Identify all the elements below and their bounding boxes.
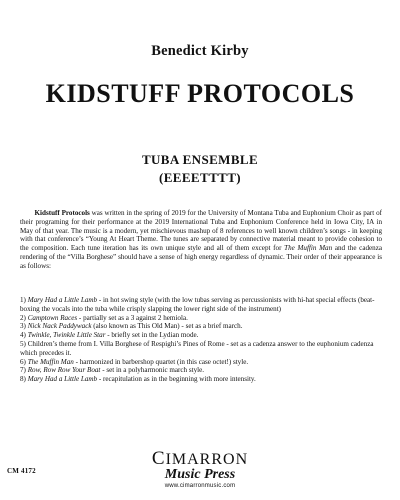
tune-list-item xyxy=(20,322,382,331)
tune-title: Mary Had a Little Lamb xyxy=(27,296,98,304)
program-notes xyxy=(20,209,382,271)
tune-number: 2) xyxy=(20,313,28,322)
publisher-url: www.cimarronmusic.com xyxy=(164,483,236,489)
tune-title: Mary Had a Little Lamb xyxy=(27,375,98,384)
tune-title: The Muffin Man xyxy=(27,357,74,366)
tune-list-item xyxy=(20,358,382,367)
ensemble-name: TUBA ENSEMBLE xyxy=(141,152,259,167)
tune-description: Children’s theme from I. Villa Borghese of Respighi’s Pines of Rome - set as a cadenza answer to the euphonium cadenza which precedes it. xyxy=(20,339,374,357)
tune-list-item xyxy=(20,366,382,375)
tune-number: 6) xyxy=(20,357,28,366)
tune-list xyxy=(20,296,382,384)
publisher-name-rest: IMARRON xyxy=(165,451,249,468)
tune-number: 8) xyxy=(20,375,28,384)
tune-list-item xyxy=(20,296,382,314)
tune-description: - briefly set in the Lydian mode. xyxy=(105,331,199,340)
ensemble-voicing: (EEEETTTT) xyxy=(158,170,242,185)
tune-description: (also known as This Old Man) - set as a brief march. xyxy=(91,322,243,331)
composer-name: Benedict Kirby xyxy=(151,43,249,59)
tune-description: - in hot swing style (with the low tubas serving as percussionists with hi-hat special effects (beat-boxing the vocals into the tuba while crisply slapping the lower right side of the instrument) xyxy=(20,296,375,313)
tune-list-item xyxy=(20,314,382,323)
publisher-press: Music Press xyxy=(164,467,236,482)
tune-number: 4) xyxy=(20,331,28,340)
tune-number: 1) xyxy=(20,296,28,304)
publisher-name xyxy=(0,448,400,469)
program-notes-italic-1: The Muffin Man xyxy=(284,244,333,253)
tune-description: - harmonized in barbershop quartet (in this case octet!) style. xyxy=(73,357,249,366)
program-notes-text-2: and the cadenza rendering of the “Villa Borghese” should have a sense of high energy regardless of dynamic. Their order of their appearance is as follows: xyxy=(20,244,383,270)
publisher-name-initial: C xyxy=(151,448,166,469)
publisher-logo xyxy=(0,448,400,490)
catalog-number: CM 4172 xyxy=(7,467,36,475)
tune-number: 5) xyxy=(20,339,28,348)
piece-title: KIDSTUFF PROTOCOLS xyxy=(45,79,355,108)
tune-title: Camptown Races xyxy=(27,313,78,322)
tune-number: 7) xyxy=(20,366,28,375)
tune-description: - set in a polyharmonic march style. xyxy=(100,366,205,375)
tune-list-item xyxy=(20,375,382,384)
tune-number: 3) xyxy=(20,322,28,331)
tune-title: Nick Nack Paddywack xyxy=(27,322,92,331)
tune-title: Row, Row Row Your Boat xyxy=(27,366,101,375)
tune-description: - partially set as a 3 against 2 hemiola. xyxy=(77,313,188,322)
tune-description: - recapitulation as in the beginning with more intensity. xyxy=(97,375,256,384)
program-notes-text-1: was written in the spring of 2019 for the University of Montana Tuba and Euphonium Choir as part of their programing for their performance at the 2019 International Tuba and Euphonium Conference held in Iowa City, IA in May of that year. The music is a modern, yet mischievous mashup of 8 references to well known children’s songs - in keeping with that conference’s “Young At Heart Theme. The tunes are separated by connective material meant to provide cohesion to the composition. Each tune iteration has its own unique style and all of them except for xyxy=(20,209,382,253)
tune-list-item xyxy=(20,340,382,358)
tune-list-item xyxy=(20,331,382,340)
tune-title: Twinkle, Twinkle Little Star xyxy=(27,331,106,340)
program-notes-lead: Kidstuff Protocols xyxy=(34,209,90,217)
